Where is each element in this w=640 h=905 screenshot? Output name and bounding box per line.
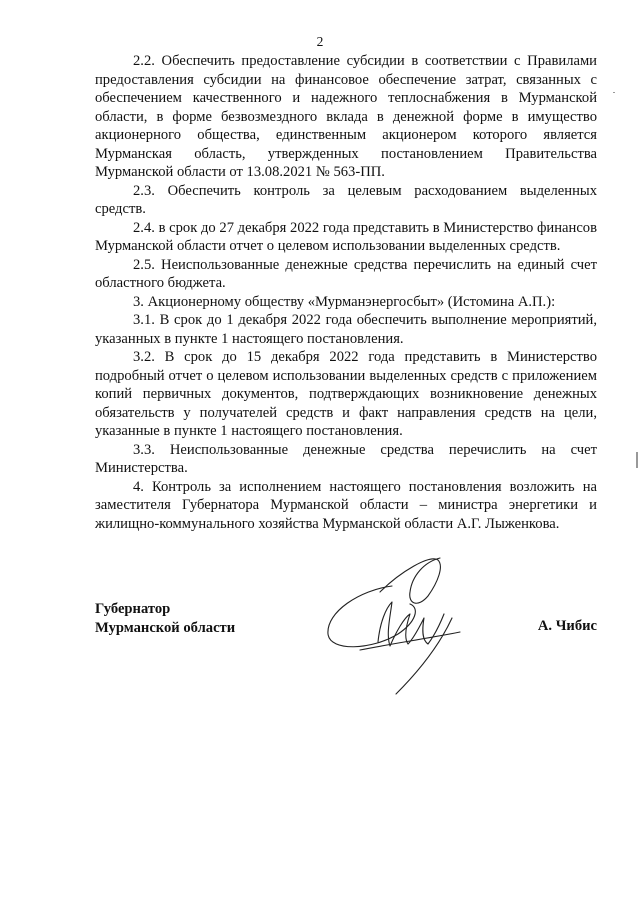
- signature-loop-stroke: [380, 558, 440, 603]
- paragraph-2-2: 2.2. Обеспечить предоставление субсидии в соответствии с Правилами предоставления субсидии на финансовое обеспечение затрат, связанных с обеспечением качественного и надежного теплоснабжения в Мурманской области, в форме безвозмездного вклада в денежной форме в имущество акционерного общества, единственным акционером которого является Мурманская область, утвержденных постановлением Правительства Мурманской области от 13.08.2021 № 563-ПП.: [95, 53, 597, 180]
- signatory-title-line1: Губернатор: [95, 601, 171, 617]
- signatory-name: А. Чибис: [537, 618, 597, 634]
- paragraph-2-4: 2.4. в срок до 27 декабря 2022 года представить в Министерство финансов Мурманской области отчет о целевом использовании выделенных средств.: [95, 219, 597, 254]
- scan-edge-mark: [636, 452, 638, 468]
- paragraph-3-3: 3.3. Неиспользованные денежные средства перечислить на счет Министерства.: [95, 441, 597, 476]
- paragraph-2-5: 2.5. Неиспользованные денежные средства перечислить на единый счет областного бюджета.: [95, 256, 597, 291]
- scan-speck-mark: [613, 92, 615, 93]
- signatory-title: [95, 600, 235, 638]
- paragraph-3-2: 3.2. В срок до 15 декабря 2022 года представить в Министерство подробный отчет о целевом использовании выделенных средств с приложением копий первичных документов, подтверждающих возникновение денежных обязательств у получателей средств и факт направления средств на цели, указанные в пункте 1 настоящего постановления.: [95, 349, 597, 439]
- document-body: [95, 52, 597, 533]
- signatory-title-line2: Мурманской области: [95, 620, 236, 636]
- signature-oval-stroke: [328, 586, 415, 647]
- paragraph-3: 3. Акционерному обществу «Мурманэнергосбыт» (Истомина А.П.):: [133, 293, 556, 310]
- handwritten-signature: [320, 552, 470, 700]
- page-number: 2: [316, 34, 324, 49]
- paragraph-3-1: 3.1. В срок до 1 декабря 2022 года обеспечить выполнение мероприятий, указанных в пункте 1 настоящего постановления.: [95, 312, 597, 347]
- paragraph-4: 4. Контроль за исполнением настоящего постановления возложить на заместителя Губернатора Мурманской области – министра энергетики и жилищно-коммунального хозяйства Мурманской области А.Г. Лыженкова.: [95, 478, 597, 532]
- signature-underline-stroke: [360, 632, 460, 650]
- paragraph-2-3: 2.3. Обеспечить контроль за целевым расходованием выделенных средств.: [95, 182, 597, 217]
